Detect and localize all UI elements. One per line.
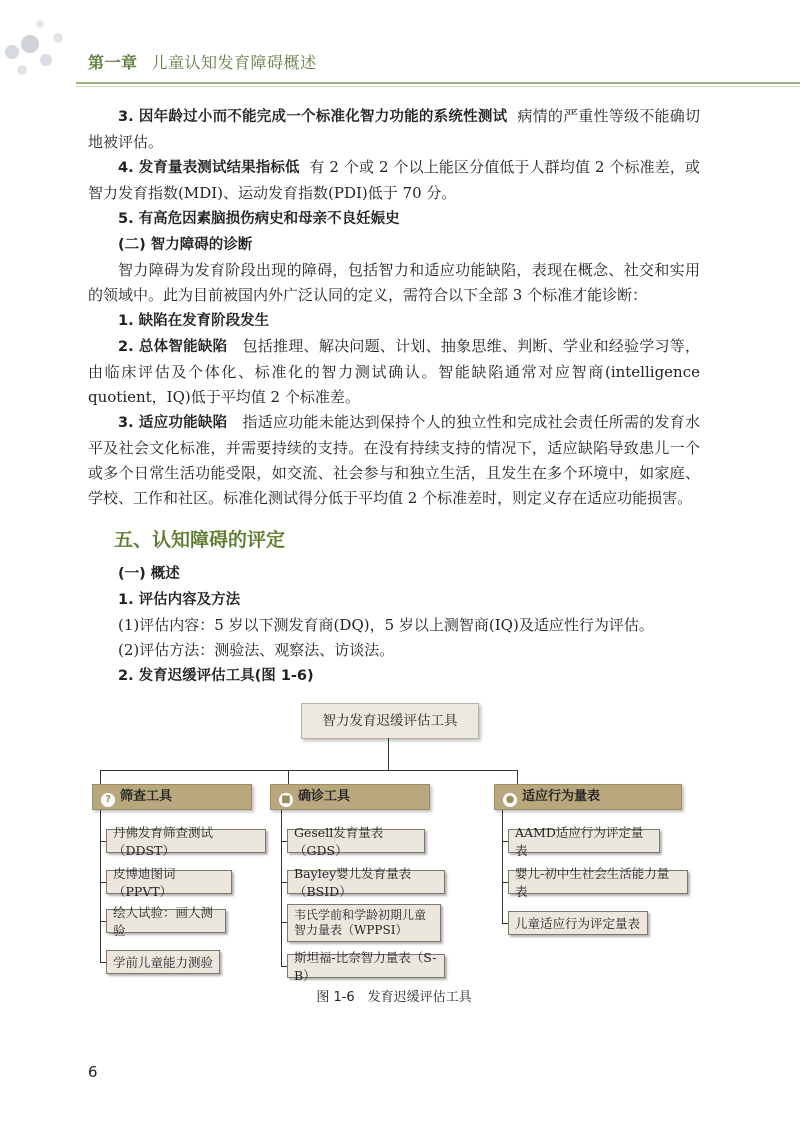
bracket-adaptive (502, 810, 503, 924)
paragraph-standard-3 (88, 410, 700, 511)
criterion-5-heading: 5. 有高危因素脑损伤病史和母亲不良妊娠史 (118, 211, 400, 227)
connector-root-down (388, 738, 389, 770)
body-text (88, 104, 700, 689)
assessment-content-line: (1)评估内容：5 岁以下测发育商(DQ)，5 岁以上测智商(IQ)及适应性行为评估。 (118, 616, 654, 634)
subheading-assessment (88, 587, 700, 613)
tools-heading: 2. 发育迟缓评估工具(图 1-6) (118, 668, 314, 684)
category-adaptive-label: 适应行为量表 (522, 789, 601, 804)
screening-item: 皮博迪图词（PPVT） (106, 870, 232, 894)
running-header (88, 50, 317, 73)
adaptive-item: AAMD适应行为评定量表 (508, 829, 660, 853)
standard-3-heading: 3. 适应功能缺陷 (118, 415, 228, 431)
diagnosis-item: Bayley婴儿发育量表（BSID） (287, 870, 445, 894)
connector-left-down (100, 770, 101, 784)
category-diagnosis-label: 确诊工具 (298, 789, 351, 804)
paragraph-criterion-5 (88, 206, 700, 232)
chapter-label: 第一章 (88, 53, 138, 72)
category-adaptive (494, 784, 682, 810)
page-number: 6 (88, 1063, 98, 1081)
paragraph-standard-1 (88, 308, 700, 334)
standard-3-text: 指适应功能未能达到保持个人的独立性和完成社会责任所需的发育水平及社会文化标准，并需要持续的支持。在没有持续支持的情况下，适应缺陷导致患儿一个或多个日常生活功能受限，如交流、社会参与和独立生活，且发生在多个环境中，如家庭、学校、工作和社区。标准化测试得分低于平均值 2 个标准差时，则定义存在适应功能损害。 (88, 413, 700, 507)
assessment-tools-diagram (88, 700, 700, 1005)
assessment-method-line: (2)评估方法：测验法、观察法、访谈法。 (118, 641, 395, 659)
overview-heading: (一) 概述 (118, 566, 180, 582)
category-screening (92, 784, 252, 810)
category-screening-label: 筛查工具 (120, 789, 173, 804)
assessment-heading: 1. 评估内容及方法 (118, 592, 241, 608)
standard-2-text: 包括推理、解决问题、计划、抽象思维、判断、学业和经验学习等，由临床评估及个体化、标准化的智力测试确认。智能缺陷通常对应智商(intelligence quotient，IQ)低于平均值 2 个标准差。 (88, 337, 700, 406)
paragraph-criterion-4 (88, 155, 700, 206)
screening-item: 丹佛发育筛查测试（DDST） (106, 829, 266, 853)
standard-2-heading: 2. 总体智能缺陷 (118, 339, 228, 355)
adaptive-item: 婴儿-初中生社会生活能力量表 (508, 870, 688, 894)
criterion-3-text: 病情的严重性等级不能确切地被评估。 (88, 107, 700, 151)
subheading-overview (88, 561, 700, 587)
section-heading: 五、认知障碍的评定 (114, 529, 286, 551)
connector-horizontal (100, 770, 518, 771)
standard-1-heading: 1. 缺陷在发育阶段发生 (118, 313, 270, 329)
bracket-diagnosis (281, 810, 282, 967)
adaptive-item: 儿童适应行为评定量表 (508, 911, 648, 935)
diagnosis-item: 斯坦福-比奈智力量表（S-B） (287, 954, 445, 978)
criterion-4-heading: 4. 发育量表测试结果指标低 (118, 160, 300, 176)
connector-middle-down (288, 770, 289, 784)
paragraph-standard-2 (88, 334, 700, 410)
header-rule (76, 82, 800, 84)
header-rule-thin (76, 86, 800, 87)
connector-right-down (517, 770, 518, 784)
diagnosis-item: 韦氏学前和学龄初期儿童智力量表（WPPSI） (287, 904, 441, 942)
screening-item: 学前儿童能力测验 (106, 950, 220, 974)
paragraph-definition: 智力障碍为发育阶段出现的障碍，包括智力和适应功能缺陷，表现在概念、社交和实用的领域中。此为目前被国内外广泛认同的定义，需符合以下全部 3 个标准才能诊断： (88, 261, 700, 304)
subheading-tools (88, 663, 700, 689)
screening-item: 绘人试验：画人测验 (106, 909, 226, 933)
diagnosis-item: Gesell发育量表（GDS） (287, 829, 425, 853)
bracket-screening (100, 810, 101, 963)
diagnosis-heading: (二) 智力障碍的诊断 (118, 237, 253, 253)
subheading-diagnosis (88, 232, 700, 258)
chapter-title: 儿童认知发育障碍概述 (151, 53, 317, 72)
figure-caption: 图 1-6 发育迟缓评估工具 (316, 990, 472, 1005)
diagram-root-node: 智力发育迟缓评估工具 (301, 703, 479, 739)
category-diagnosis (270, 784, 430, 810)
criterion-4-text: 有 2 个或 2 个以上能区分值低于人群均值 2 个标准差，或智力发育指数(MDI)、运动发育指数(PDI)低于 70 分。 (88, 158, 700, 202)
question-icon: ? (101, 793, 115, 807)
paragraph-criterion-3 (88, 104, 700, 155)
criterion-3-heading: 3. 因年龄过小而不能完成一个标准化智力功能的系统性测试 (118, 109, 508, 125)
person-icon: ● (503, 793, 517, 807)
header-decoration-dots (0, 0, 90, 90)
lock-icon: ■ (279, 793, 293, 807)
